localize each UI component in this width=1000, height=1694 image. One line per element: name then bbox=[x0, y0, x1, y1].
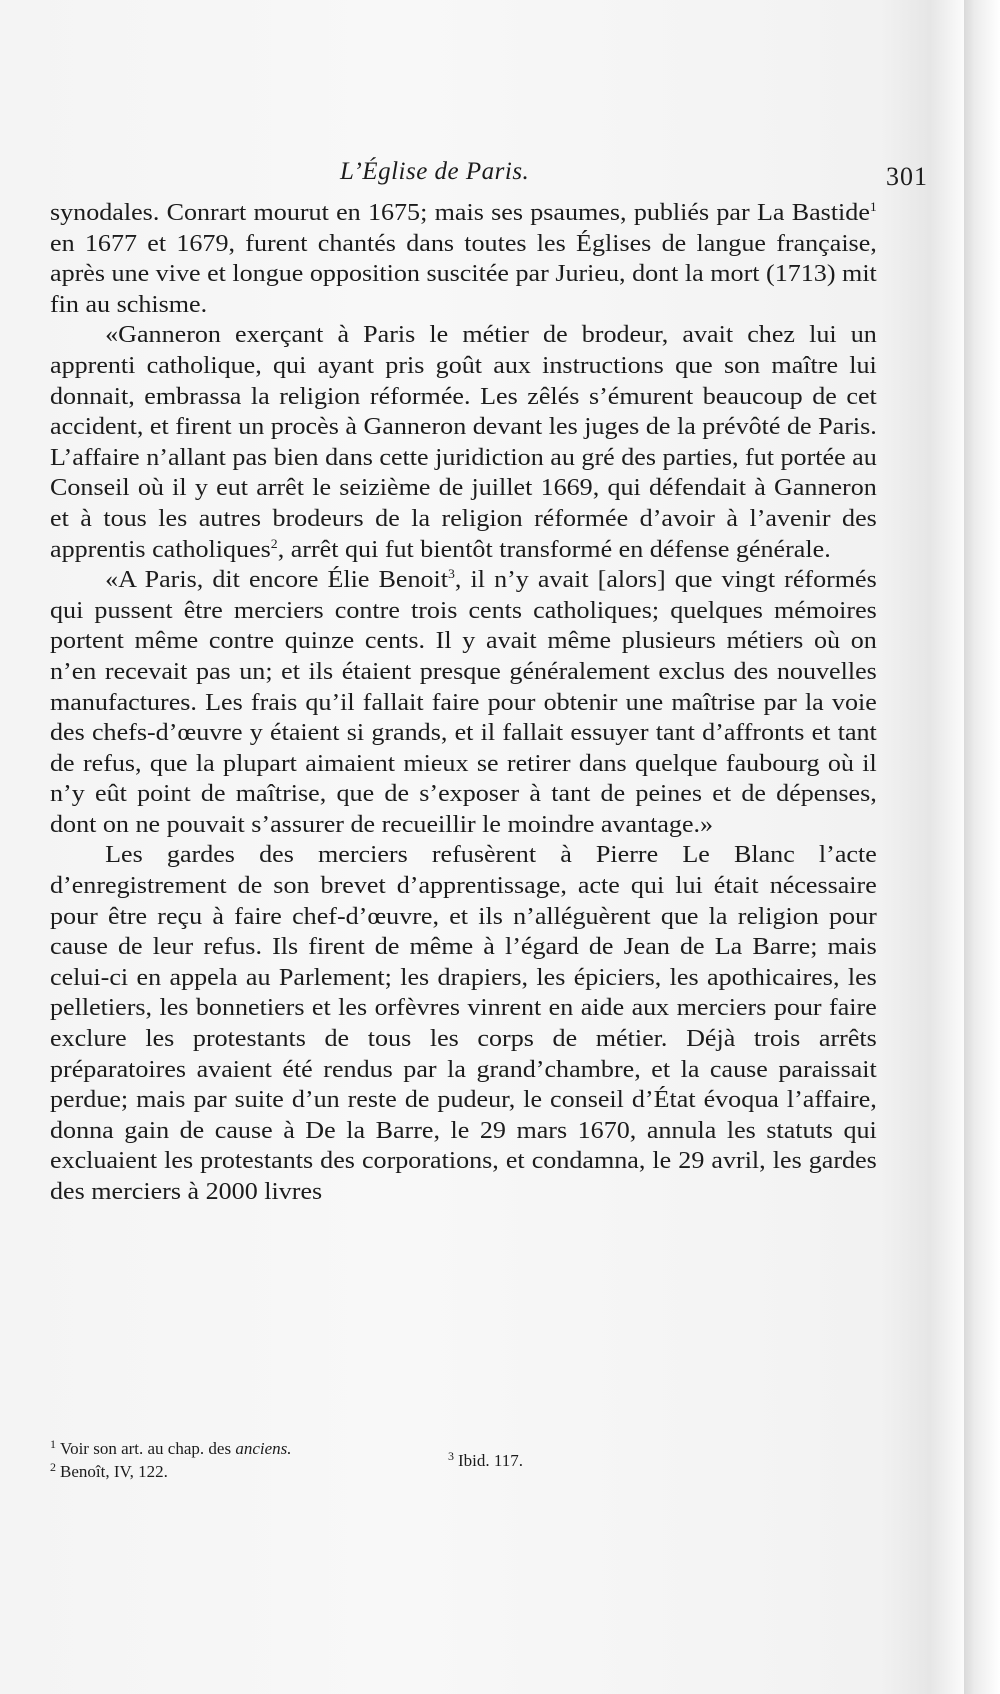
paragraph-2-text: «Ganneron exerçant à Paris le métier de brodeur, avait chez lui un apprenti catholique, qui ayant pris goût aux instructions que son maître lui donnait, embrassa la religion réformée. Les zêlés s’émurent beaucoup de cet accident, et firent un procès à Ganneron devant les juges de la prévôté de Paris. L’affaire n’allant pas bien dans cette juridiction au gré des parties, fut portée au Conseil où il y eut arrêt le seizième de juillet 1669, qui défendait à Ganneron et à tous les autres brodeurs de la religion réformée d’avoir à l’avenir des apprentis catholiques bbox=[50, 321, 877, 563]
footnote-ref-2: 2 bbox=[270, 535, 278, 551]
footnote-1-italic: anciens. bbox=[235, 1439, 292, 1458]
page-number: 301 bbox=[886, 162, 928, 191]
footnote-ref-3: 3 bbox=[448, 566, 455, 582]
paragraph-3-text-cont: , il n’y avait [alors] que vingt réformés qui pussent être merciers contre trois cents catholiques; quelques mémoires portent même contre quinze cents. Il y avait même plusieurs métiers où on n’en recevait pas un; et ils étaient presque généralement exclus des nouvelles manufactures. Les frais qu’il fallait faire pour obtenir une maîtrise par la voie des chefs-d’œuvre y étaient si grands, et il fallait essuyer tant d’affronts et tant de refus, que la plupart aimaient mieux se retirer dans quelque faubourg où il n’y eût point de maîtrise, que de s’exposer à tant de peines et de dépenses, dont on ne pouvait s’assurer de recueillir le moindre avantage.» bbox=[50, 566, 877, 838]
paragraph-2-text-cont: , arrêt qui fut bientôt transformé en défense générale. bbox=[277, 535, 831, 563]
paragraph-1-text: synodales. Conrart mourut en 1675; mais ses psaumes, publiés par La Bastide bbox=[50, 199, 870, 226]
page-header bbox=[0, 152, 940, 192]
paragraph-1-text-cont: en 1677 et 1679, furent chantés dans toutes les Églises de langue française, après une vive et longue opposition suscitée par Jurieu, dont la mort (1713) mit fin au schisme. bbox=[50, 229, 877, 318]
footnote-1-number: 1 bbox=[50, 1437, 56, 1451]
footnote-2-number: 2 bbox=[50, 1460, 56, 1474]
footnote-3-text: Ibid. 117. bbox=[458, 1451, 524, 1470]
running-title: L’Église de Paris. bbox=[340, 158, 530, 185]
footnote-ref-1: 1 bbox=[869, 199, 877, 214]
paragraph-1 bbox=[50, 198, 877, 320]
footnote-3-number: 3 bbox=[448, 1449, 454, 1463]
page-edge-shadow bbox=[964, 0, 1000, 1694]
paragraph-2 bbox=[50, 320, 877, 565]
paragraph-4-text: Les gardes des merciers refusèrent à Pierre Le Blanc l’acte d’enregistrement de son brevet d’apprentissage, acte qui lui était nécessaire pour être reçu à faire chef-d’œuvre, et ils n’alléguèrent que la religion pour cause de leur refus. Ils firent de même à l’égard de Jean de La Barre; mais celui-ci en appela au Parlement; les drapiers, les épiciers, les apothicaires, les pelletiers, les bonnetiers et les orfèvres vinrent en aide aux merciers pour faire exclure les protestants de tous les corps de métier. Déjà trois arrêts préparatoires avaient été rendus par la grand’chambre, et la cause paraissait perdue; mais par suite d’un reste de pudeur, le conseil d’État évoqua l’affaire, donna gain de cause à De la Barre, le 29 mars 1670, annula les statuts qui excluaient les protestants des corporations, et condamna, le 29 avril, les gardes des merciers à 2000 livres bbox=[50, 841, 877, 1205]
footnote-2-text: Benoît, IV, 122. bbox=[60, 1462, 168, 1481]
body-text bbox=[50, 198, 877, 1208]
footnote-1-text: Voir son art. au chap. des bbox=[60, 1439, 236, 1458]
footnote-2 bbox=[50, 1456, 168, 1483]
paragraph-3 bbox=[50, 565, 877, 840]
footnote-3 bbox=[448, 1445, 523, 1472]
paragraph-3-text: «A Paris, dit encore Élie Benoit bbox=[105, 566, 449, 594]
footnotes bbox=[50, 1433, 830, 1493]
paragraph-4 bbox=[50, 840, 877, 1207]
